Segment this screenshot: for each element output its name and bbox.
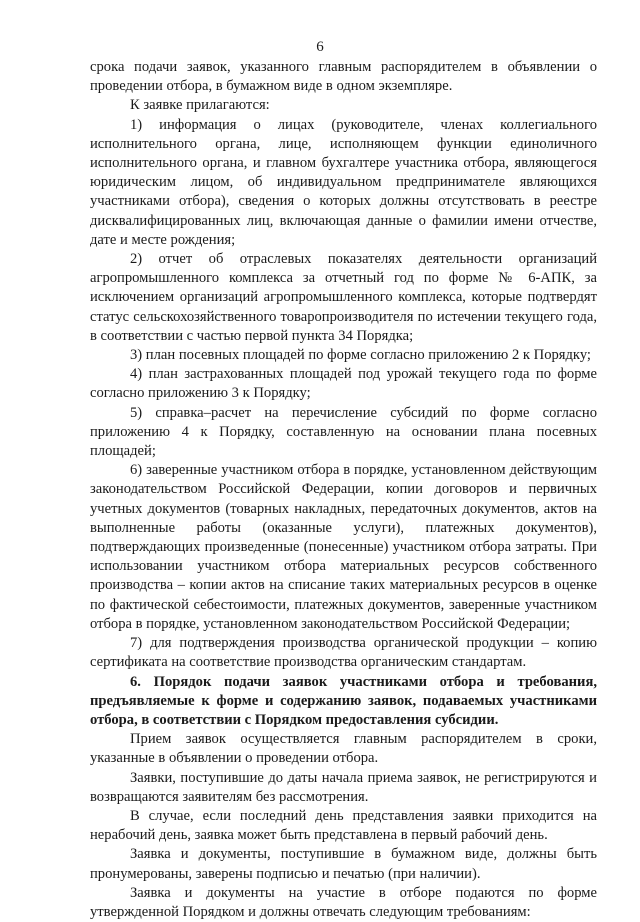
list-item: 2) отчет об отраслевых показателях деятельности организаций агропромышленного комплекса за отчетный год по форме № 6-АПК, за исключением организаций агропромышленного комплекса, которые подтвердят статус сельскохозяйственного товаропроизводителя по истечении текущего года, в соответствии с частью первой пункта 34 Порядка;: [90, 251, 597, 344]
list-item: 4) план застрахованных площадей под урожай текущего года по форме согласно приложению 3 к Порядку;: [90, 366, 597, 402]
list-item: 6) заверенные участником отбора в порядке, установленном действующим законодательством Российской Федерации, копии договоров и первичных учетных документов (товарных накладных, передаточных документов, актов на выполненные работы (оказанные услуги), платежных документов), подтверждающих произведенные (понесенные) участником отбора затраты. При использовании участником отбора материальных ресурсов собственного производства – копии актов на списание таких материальных ресурсов в оценке по фактической себестоимости, платежных документов, заверенные участником отбора в порядке, установленном законодательством Российской Федерации;: [90, 462, 597, 632]
paragraph: Заявки, поступившие до даты начала приема заявок, не регистрируются и возвращаются заявителям без рассмотрения.: [90, 769, 597, 805]
paragraph: К заявке прилагаются:: [130, 97, 270, 114]
list-item: 3) план посевных площадей по форме согласно приложению 2 к Порядку;: [130, 347, 591, 364]
list-item: 7) для подтверждения производства органической продукции – копию сертификата на соответствие производства органическим стандартам.: [90, 635, 597, 671]
paragraph: Заявка и документы, поступившие в бумажном виде, должны быть пронумерованы, заверены подписью и печатью (при наличии).: [90, 846, 597, 882]
section-heading: 6. Порядок подачи заявок участниками отбора и требования, предъявляемые к форме и содержанию заявок, подаваемых участниками отбора, в соответствии с Порядком предоставления субсидии.: [90, 673, 597, 728]
list-item: 1) информация о лицах (руководителе, членах коллегиального исполнительного органа, лице, исполняющем функции единоличного исполнительного органа, и главном бухгалтере участника отбора, являющегося юридическим лицом, об индивидуальном предпринимателе являющихся участниками отбора), сведения о которых должны отсутствовать в реестре дисквалифицированных лиц, включающая данные о фамилии имени отчестве, дате и месте рождения;: [90, 116, 597, 248]
paragraph: Прием заявок осуществляется главным распорядителем в сроки, указанные в объявлении о проведении отбора.: [90, 731, 597, 767]
paragraph: Заявка и документы на участие в отборе подаются по форме утвержденной Порядком и должны отвечать следующим требованиям:: [90, 884, 597, 920]
paragraph: срока подачи заявок, указанного главным распорядителем в объявлении о проведении отбора, в бумажном виде в одном экземпляре.: [90, 59, 597, 95]
document-body: [90, 58, 597, 922]
page-number: 6: [316, 39, 324, 55]
paragraph: В случае, если последний день представления заявки приходится на нерабочий день, заявка может быть представлена в первый рабочий день.: [90, 807, 597, 844]
list-item: 5) справка–расчет на перечисление субсидий по форме согласно приложению 4 к Порядку, составленную на основании плана посевных площадей;: [90, 404, 597, 460]
